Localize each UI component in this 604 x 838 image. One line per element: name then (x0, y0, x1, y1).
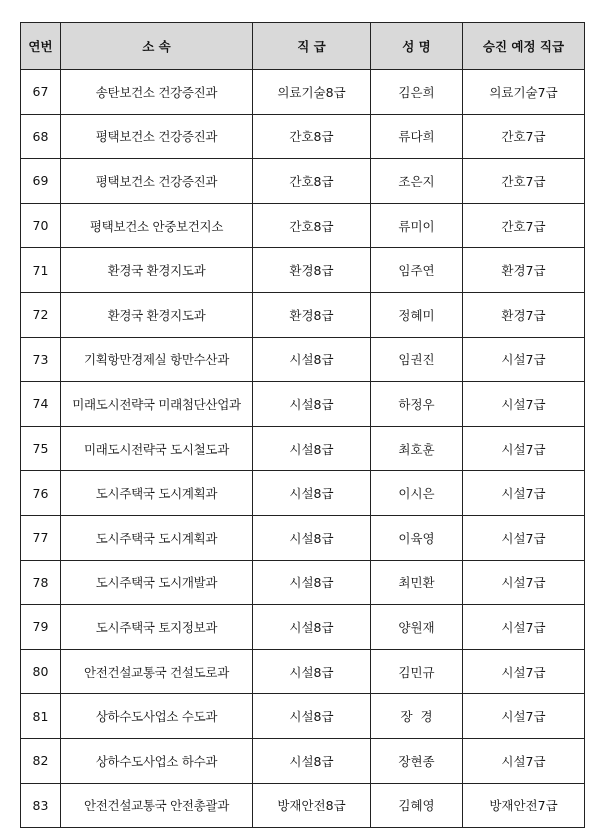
cell-grade: 시설8급 (253, 382, 371, 427)
cell-grade: 시설8급 (253, 515, 371, 560)
cell-name: 김은희 (371, 70, 463, 115)
cell-dept: 상하수도사업소 수도과 (61, 694, 253, 739)
cell-grade: 의료기술8급 (253, 70, 371, 115)
cell-promo: 간호7급 (463, 114, 585, 159)
cell-name: 장현종 (371, 738, 463, 783)
table-row (21, 382, 585, 427)
cell-name: 조은지 (371, 159, 463, 204)
table-body (21, 70, 585, 828)
table-row (21, 738, 585, 783)
cell-no: 81 (21, 694, 61, 739)
cell-grade: 시설8급 (253, 649, 371, 694)
cell-name: 김혜영 (371, 783, 463, 828)
cell-dept: 평택보건소 안중보건지소 (61, 203, 253, 248)
cell-grade: 시설8급 (253, 471, 371, 516)
cell-no: 74 (21, 382, 61, 427)
cell-no: 75 (21, 426, 61, 471)
cell-name: 류미이 (371, 203, 463, 248)
cell-promo: 시설7급 (463, 382, 585, 427)
cell-no: 80 (21, 649, 61, 694)
table-row (21, 114, 585, 159)
cell-name: 장 경 (371, 694, 463, 739)
table-row (21, 70, 585, 115)
header-no: 연번 (21, 23, 61, 70)
cell-grade: 시설8급 (253, 694, 371, 739)
cell-grade: 시설8급 (253, 605, 371, 650)
cell-name: 양원재 (371, 605, 463, 650)
cell-promo: 시설7급 (463, 426, 585, 471)
cell-grade: 시설8급 (253, 426, 371, 471)
table-row (21, 203, 585, 248)
cell-name: 류다희 (371, 114, 463, 159)
cell-no: 76 (21, 471, 61, 516)
cell-promo: 시설7급 (463, 694, 585, 739)
cell-grade: 시설8급 (253, 738, 371, 783)
cell-grade: 환경8급 (253, 248, 371, 293)
header-grade: 직 급 (253, 23, 371, 70)
cell-grade: 방재안전8급 (253, 783, 371, 828)
cell-promo: 시설7급 (463, 560, 585, 605)
cell-dept: 환경국 환경지도과 (61, 248, 253, 293)
promotion-roster-table (20, 22, 585, 828)
cell-dept: 미래도시전략국 도시철도과 (61, 426, 253, 471)
cell-no: 83 (21, 783, 61, 828)
cell-grade: 시설8급 (253, 560, 371, 605)
cell-name: 정혜미 (371, 292, 463, 337)
cell-dept: 안전건설교통국 안전총괄과 (61, 783, 253, 828)
cell-no: 71 (21, 248, 61, 293)
cell-grade: 간호8급 (253, 159, 371, 204)
cell-promo: 환경7급 (463, 248, 585, 293)
cell-promo: 시설7급 (463, 738, 585, 783)
cell-no: 73 (21, 337, 61, 382)
header-name: 성 명 (371, 23, 463, 70)
cell-no: 77 (21, 515, 61, 560)
cell-promo: 방재안전7급 (463, 783, 585, 828)
cell-promo: 시설7급 (463, 337, 585, 382)
table-row (21, 605, 585, 650)
table-row (21, 694, 585, 739)
table-row (21, 471, 585, 516)
cell-dept: 미래도시전략국 미래첨단산업과 (61, 382, 253, 427)
cell-dept: 도시주택국 도시개발과 (61, 560, 253, 605)
table-row (21, 337, 585, 382)
table-row (21, 159, 585, 204)
cell-dept: 환경국 환경지도과 (61, 292, 253, 337)
cell-promo: 시설7급 (463, 471, 585, 516)
header-dept: 소 속 (61, 23, 253, 70)
header-row (21, 23, 585, 70)
cell-no: 82 (21, 738, 61, 783)
cell-dept: 평택보건소 건강증진과 (61, 159, 253, 204)
cell-dept: 도시주택국 도시계획과 (61, 515, 253, 560)
cell-promo: 시설7급 (463, 605, 585, 650)
table-row (21, 560, 585, 605)
table-row (21, 292, 585, 337)
cell-dept: 평택보건소 건강증진과 (61, 114, 253, 159)
cell-no: 68 (21, 114, 61, 159)
cell-name: 이육영 (371, 515, 463, 560)
table-row (21, 426, 585, 471)
cell-promo: 간호7급 (463, 159, 585, 204)
cell-promo: 의료기술7급 (463, 70, 585, 115)
cell-grade: 환경8급 (253, 292, 371, 337)
cell-dept: 기획항만경제실 항만수산과 (61, 337, 253, 382)
table-row (21, 515, 585, 560)
cell-promo: 시설7급 (463, 515, 585, 560)
cell-no: 72 (21, 292, 61, 337)
table-row (21, 649, 585, 694)
cell-no: 79 (21, 605, 61, 650)
table-row (21, 783, 585, 828)
header-promo: 승진 예정 직급 (463, 23, 585, 70)
cell-grade: 간호8급 (253, 114, 371, 159)
cell-name: 최민환 (371, 560, 463, 605)
cell-grade: 시설8급 (253, 337, 371, 382)
cell-name: 김민규 (371, 649, 463, 694)
cell-name: 이시은 (371, 471, 463, 516)
cell-dept: 도시주택국 토지정보과 (61, 605, 253, 650)
cell-promo: 시설7급 (463, 649, 585, 694)
cell-no: 67 (21, 70, 61, 115)
cell-dept: 안전건설교통국 건설도로과 (61, 649, 253, 694)
cell-name: 임권진 (371, 337, 463, 382)
cell-dept: 도시주택국 도시계획과 (61, 471, 253, 516)
cell-name: 임주연 (371, 248, 463, 293)
table-row (21, 248, 585, 293)
cell-name: 최호훈 (371, 426, 463, 471)
cell-promo: 간호7급 (463, 203, 585, 248)
cell-dept: 송탄보건소 건강증진과 (61, 70, 253, 115)
cell-name: 하정우 (371, 382, 463, 427)
cell-dept: 상하수도사업소 하수과 (61, 738, 253, 783)
cell-no: 78 (21, 560, 61, 605)
cell-grade: 간호8급 (253, 203, 371, 248)
cell-no: 69 (21, 159, 61, 204)
cell-no: 70 (21, 203, 61, 248)
cell-promo: 환경7급 (463, 292, 585, 337)
